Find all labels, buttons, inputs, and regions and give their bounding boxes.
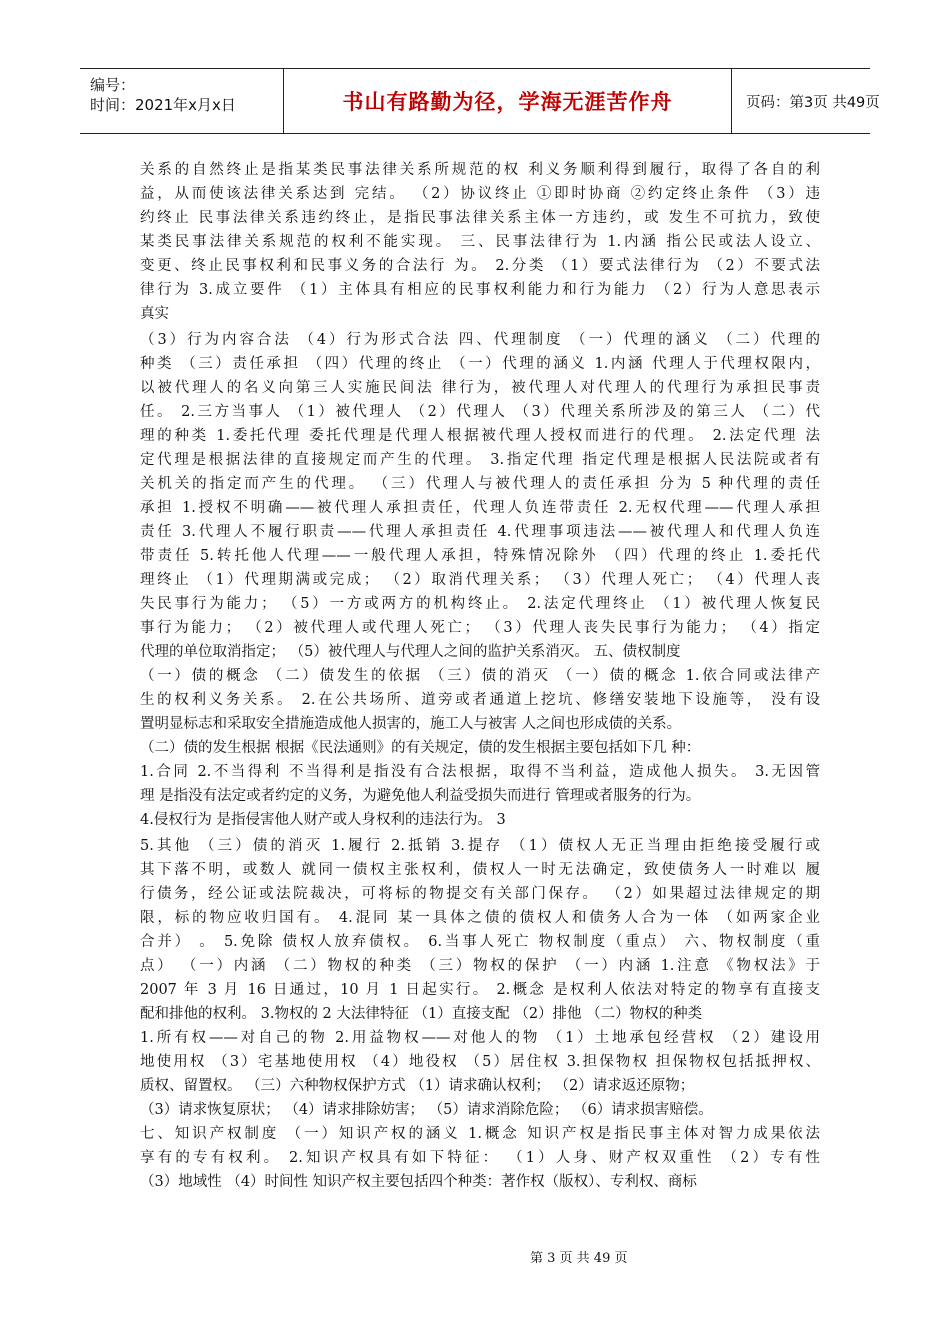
text-line: 变更、终止民事权利和民事义务的合法行 为。 2.分类 （1）要式法律行为 （2）不要式法 — [140, 258, 820, 274]
text-line: 承担 1.授权不明确——被代理人承担责任，代理人负连带责任 2.无权代理——代理人承担 — [140, 500, 820, 516]
time-label: 时间：2021年x月x日 — [90, 96, 236, 114]
text-line: 理终止 （1）代理期满或完成； （2）取消代理关系； （3）代理人死亡； （4）代理人丧 — [140, 572, 820, 588]
header-meta-cell — [80, 69, 284, 133]
text-line: 享有的专有权利。 2.知识产权具有如下特征： （1）人身、财产权双重性 （2）专有性 — [140, 1150, 820, 1166]
text-line: 4.侵权行为 是指侵害他人财产或人身权利的违法行为。 3 — [140, 812, 506, 828]
text-line: 地使用权 （3）宅基地使用权 （4）地役权 （5）居住权 3.担保物权 担保物权包括抵押权、 — [140, 1054, 820, 1070]
text-line: 1.所有权——对自己的物 2.用益物权——对他人的物 （1）土地承包经营权 （2）建设用 — [140, 1030, 820, 1046]
text-line: （3）地域性 （4）时间性 知识产权主要包括四个种类：著作权（版权）、专利权、商标 — [140, 1174, 697, 1190]
text-line: 行债务，经公证或法院裁决，可将标的物提交有关部门保存。 （2）如果超过法律规定的期 — [140, 886, 820, 902]
text-line: 5.其他 （三）债的消灭 1.履行 2.抵销 3.提存 （1）债权人无正当理由拒绝接受履行或 — [140, 838, 820, 854]
header-page-cell — [732, 69, 880, 133]
text-line: 代理的单位取消指定； （5）被代理人与代理人之间的监护关系消灭。 五、债权制度 — [140, 644, 681, 660]
text-line: 七、知识产权制度 （一）知识产权的涵义 1.概念 知识产权是指民事主体对智力成果依法 — [140, 1126, 820, 1142]
text-line: 理 是指没有法定或者约定的义务，为避免他人利益受损失而进行 管理或者服务的行为。 — [140, 788, 701, 804]
text-line: 质权、留置权。 （三）六种物权保护方式 （1）请求确认权利； （2）请求返还原物； — [140, 1078, 695, 1094]
text-line: 定代理是根据法律的直接规定而产生的代理。 3.指定代理 指定代理是根据人民法院或者有 — [140, 452, 820, 468]
text-line: 益，从而使该法律关系达到 完结。 （2）协议终止 ①即时协商 ②约定终止条件 （3）违 — [140, 186, 820, 202]
text-line: 限，标的物应收归国有。 4.混同 某一具体之债的债权人和债务人合为一体 （如两家企业 — [140, 910, 820, 926]
text-line: 种类 （三）责任承担 （四）代理的终止 （一）代理的涵义 1.内涵 代理人于代理权限内， — [140, 356, 820, 372]
document-body — [140, 158, 820, 1194]
text-line: 事行为能力； （2）被代理人或代理人死亡； （3）代理人丧失民事行为能力； （4）指定 — [140, 620, 820, 636]
header-page-info: 页码：第3页 共49页 — [746, 94, 880, 111]
text-line: 失民事行为能力； （5）一方或两方的机构终止。 2.法定代理终止 （1）被代理人恢复民 — [140, 596, 820, 612]
text-line: 理的种类 1.委托代理 委托代理是代理人根据被代理人授权而进行的代理。 2.法定代理 法 — [140, 428, 820, 444]
text-line: 关机关的指定而产生的代理。 （三）代理人与被代理人的责任承担 分为 5 种代理的责任 — [140, 476, 820, 492]
text-line: 真实 — [140, 306, 169, 322]
motto-text: 书山有路勤为径，学海无涯苦作舟 — [342, 90, 673, 114]
text-line: （二）债的发生根据 根据《民法通则》的有关规定，债的发生根据主要包括如下几 种： — [140, 740, 701, 756]
text-line: 配和排他的权利。 3.物权的 2 大法律特征 （1）直接支配 （2）排他 （二）物权的种类 — [140, 1006, 703, 1022]
text-line: 责任 3.代理人不履行职责——代理人承担责任 4.代理事项违法——被代理人和代理人负连 — [140, 524, 820, 540]
text-line: 某类民事法律关系规范的权利不能实现。 三、民事法律行为 1.内涵 指公民或法人设立、 — [140, 234, 820, 250]
text-line: （3）行为内容合法 （4）行为形式合法 四、代理制度 （一）代理的涵义 （二）代理的 — [140, 332, 820, 348]
text-line: 律行为 3.成立要件 （1）主体具有相应的民事权利能力和行为能力 （2）行为人意思表示 — [140, 282, 820, 298]
text-line: 2007 年 3 月 16 日通过，10 月 1 日起实行。 2.概念 是权利人依法对特定的物享有直接支 — [140, 982, 820, 998]
text-line: 带责任 5.转托他人代理——一般代理人承担，特殊情况除外 （四）代理的终止 1.委托代 — [140, 548, 820, 564]
page-footer: 第 3 页 共 49 页 — [530, 1251, 628, 1266]
text-line: 约终止 民事法律关系违约终止，是指民事法律关系主体一方违约，或 发生不可抗力，致使 — [140, 210, 820, 226]
text-line: 其下落不明，或数人 就同一债权主张权利，债权人一时无法确定，致使债务人一时难以 履 — [140, 862, 820, 878]
text-line: 关系的自然终止是指某类民事法律关系所规范的权 利义务顺利得到履行，取得了各自的利 — [140, 162, 820, 178]
header-motto-cell — [284, 69, 732, 133]
page-header — [80, 68, 880, 134]
text-line: （3）请求恢复原状； （4）请求排除妨害； （5）请求消除危险； （6）请求损害赔偿。 — [140, 1102, 713, 1118]
text-line: （一）债的概念 （二）债发生的依据 （三）债的消灭 （一）债的概念 1.依合同或法律产 — [140, 668, 820, 684]
text-line: 任。 2.三方当事人 （1）被代理人 （2）代理人 （3）代理关系所涉及的第三人 （二）代 — [140, 404, 820, 420]
text-line: 点） （一）内涵 （二）物权的种类 （三）物权的保护 （一）内涵 1.注意 《物权法》于 — [140, 958, 820, 974]
text-line: 置明显标志和采取安全措施造成他人损害的，施工人与被害 人之间也形成债的关系。 — [140, 716, 682, 732]
text-line: 以被代理人的名义向第三人实施民间法 律行为，被代理人对代理人的代理行为承担民事责 — [140, 380, 820, 396]
text-line: 1.合同 2.不当得利 不当得利是指没有合法根据，取得不当利益，造成他人损失。 3.无因管 — [140, 764, 820, 780]
text-line: 生的权利义务关系。 2.在公共场所、道旁或者通道上挖坑、修缮安装地下设施等， 没有设 — [140, 692, 820, 708]
text-line: 合并） 。 5.免除 债权人放弃债权。 6.当事人死亡 物权制度（重点） 六、物权制度（重 — [140, 934, 820, 950]
code-label: 编号： — [90, 76, 136, 94]
